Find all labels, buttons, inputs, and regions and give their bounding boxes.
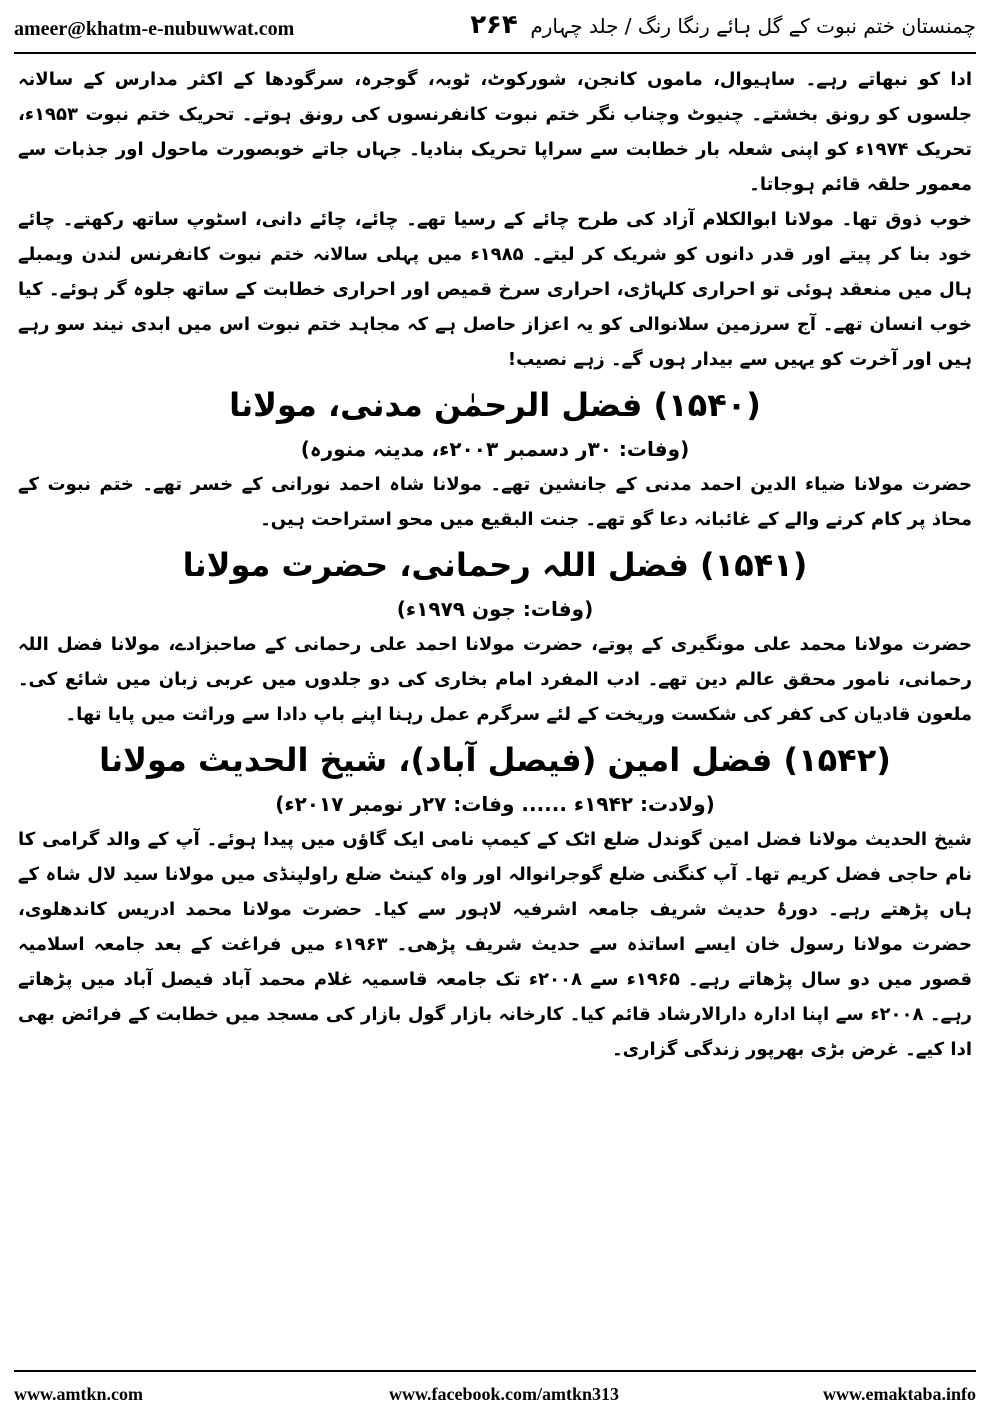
page-content: [18, 62, 972, 1362]
entry-heading-1540: (۱۵۴۰) فضل الرحمٰن مدنی، مولانا: [229, 386, 761, 424]
entry-heading-1541: (۱۵۴۱) فضل اللہ رحمانی، حضرت مولانا: [182, 546, 808, 584]
header-rule: [14, 52, 976, 54]
footer-rule: [14, 1370, 976, 1372]
page-footer: [14, 1380, 976, 1410]
header-email: ameer@khatm-e-nubuwwat.com: [14, 18, 295, 40]
entry-date-1540: (وفات: ۳۰ر دسمبر ۲۰۰۳ء، مدینہ منورہ): [300, 437, 690, 461]
footer-link-amtkn[interactable]: www.amtkn.com: [14, 1384, 143, 1404]
entry-body-1542: شیخ الحدیث مولانا فضل امین گوندل ضلع اٹک کے کیمپ نامی ایک گاؤں میں پیدا ہوئے۔ آپ کے والد گرامی کا نام حاجی فضل کریم تھا۔ آپ کنگنی ضلع گوجرانوالہ اور واہ کینٹ ضلع راولپنڈی میں مولانا سید لال شاہ کے ہاں پڑھتے رہے۔ دورۂ حدیث شریف جامعہ اشرفیہ لاہور سے کیا۔ حضرت مولانا محمد ادریس کاندھلوی، حضرت مولانا رسول خان ایسے اساتذہ سے حدیث شریف پڑھی۔ ۱۹۶۳ء میں فراغت کے بعد جامعہ اسلامیہ قصور میں دو سال پڑھاتے رہے۔ ۱۹۶۵ء سے ۲۰۰۸ء تک جامعہ قاسمیہ غلام محمد آباد فیصل آباد میں پڑھاتے رہے۔ ۲۰۰۸ء سے اپنا ادارہ دارالارشاد قائم کیا۔ کارخانہ بازار گول بازار کی مسجد میں خطابت کے فرائض بھی ادا کیے۔ غرض بڑی بھرپور زندگی گزاری۔: [18, 829, 972, 1060]
paragraph-biography: خوب ذوق تھا۔ مولانا ابوالکلام آزاد کی طرح چائے کے رسیا تھے۔ چائے، چائے دانی، اسٹوپ ساتھ رکھتے۔ چائے خود بنا کر پیتے اور قدر دانوں کو شریک کر لیتے۔ ۱۹۸۵ء میں پہلی سالانہ ختم نبوت کانفرنس لندن ویمبلے ہال میں منعقد ہوئی تو احراری کلہاڑی، احراری سرخ قمیص اور احراری خطابت کے ساتھ جلوہ گر ہوئے۔ کیا خوب انسان تھے۔ آج سرزمین سلانوالی کو یہ اعزاز حاصل ہے کہ مجاہد ختم نبوت اس میں ابدی نیند سو رہے ہیں اور آخرت کو یہیں سے بیدار ہوں گے۔ زہے نصیب!: [18, 209, 972, 370]
entry-heading-1542: (۱۵۴۲) فضل امین (فیصل آباد)، شیخ الحدیث مولانا: [99, 741, 891, 779]
book-title: چمنستان ختم نبوت کے گل ہائے رنگا رنگ / جلد چہارم: [530, 14, 976, 38]
footer-link-emaktaba[interactable]: www.emaktaba.info: [822, 1384, 976, 1404]
page-header: [14, 8, 976, 48]
paragraph-continuation: ادا کو نبھاتے رہے۔ ساہیوال، ماموں کانجن، شورکوٹ، ٹوبہ، گوجرہ، سرگودھا کے اکثر مدارس کے سالانہ جلسوں کو رونق بخشتے۔ چنیوٹ وچناب نگر ختم نبوت کانفرنسوں کی رونق ہوتے۔ تحریک ختم نبوت ۱۹۵۳ء، تحریک ۱۹۷۴ء کو اپنی شعلہ بار خطابت سے سراپا تحریک بنادیا۔ جہاں جاتے خوبصورت ماحول اور جذبات سے معمور حلقہ قائم ہوجاتا۔: [18, 69, 973, 195]
entry-body-1541: حضرت مولانا محمد علی مونگیری کے پوتے، حضرت مولانا احمد علی رحمانی کے صاحبزادے، مولانا فضل اللہ رحمانی، نامور محقق عالم دین تھے۔ ادب المفرد امام بخاری کی دو جلدوں میں عربی زبان میں شائع کی۔ ملعون قادیان کی کفر کی شکست وریخت کے لئے سرگرم عمل رہنا اپنے باپ دادا سے وراثت میں پایا تھا۔: [18, 634, 972, 725]
entry-body-1540: حضرت مولانا ضیاء الدین احمد مدنی کے جانشین تھے۔ مولانا شاہ احمد نورانی کے خسر تھے۔ ختم نبوت کے محاذ پر کام کرنے والے کے غائبانہ دعا گو تھے۔ جنت البقیع میں محو استراحت ہیں۔: [18, 474, 972, 530]
entry-date-1542: (ولادت: ۱۹۴۲ء ...... وفات: ۲۷ر نومبر ۲۰۱۷ء): [275, 792, 715, 816]
entry-date-1541: (وفات: جون ۱۹۷۹ء): [396, 597, 594, 621]
footer-link-facebook[interactable]: www.facebook.com/amtkn313: [389, 1384, 619, 1404]
page-number: ۲۶۴: [470, 10, 518, 40]
